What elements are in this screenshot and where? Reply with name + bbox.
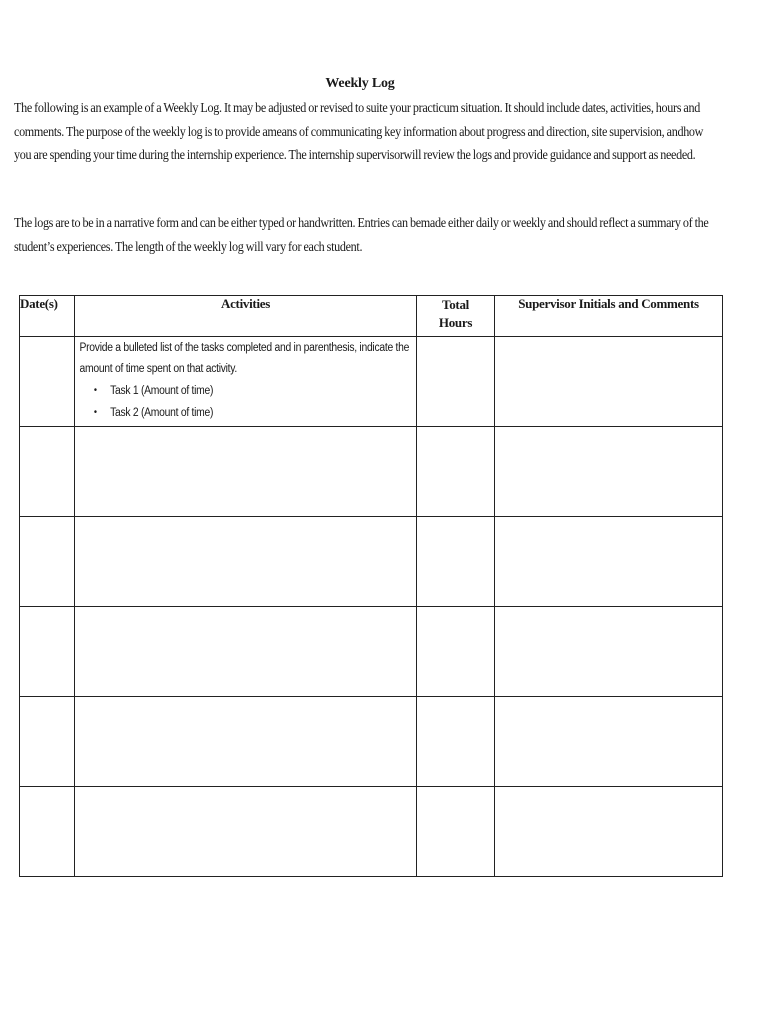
instructions-paragraph: The logs are to be in a narrative form and can be either typed or handwritten. Entries can bemade either daily or weekly and should reflect a summary of the student’s experiences. The length of the weekly log will vary for each student. (14, 215, 709, 254)
activities-cell[interactable] (75, 517, 417, 607)
hours-cell[interactable] (417, 337, 495, 427)
date-cell[interactable] (20, 607, 75, 697)
activities-cell[interactable] (75, 697, 417, 787)
page-title: Weekly Log (325, 76, 395, 91)
header-activities: Activities (75, 296, 417, 337)
header-hours-line2: Hours (438, 315, 473, 330)
activities-cell[interactable] (75, 337, 417, 427)
table-header-row (20, 296, 723, 337)
bullet-icon: • (93, 385, 97, 396)
example-instruction: Provide a bulleted list of the tasks completed and in parenthesis, indicate the amount of time spent on that activity. (79, 342, 410, 375)
comments-cell[interactable] (495, 697, 723, 787)
example-bullet-list (80, 380, 413, 424)
intro-paragraph: The following is an example of a Weekly Log. It may be adjusted or revised to suite your practicum situation. It should include dates, activities, hours and comments. The purpose of the weekly log is to provide ameans of communicating key information about progress and direction, site supervision, andhow you are spending your time during the internship experience. The internship supervisorwill review the logs and provide guidance and support as needed. (14, 100, 704, 162)
header-supervisor-comments: Supervisor Initials and Comments (495, 296, 723, 337)
activities-cell[interactable] (75, 607, 417, 697)
comments-cell[interactable] (495, 337, 723, 427)
date-cell[interactable] (20, 337, 75, 427)
date-cell[interactable] (20, 427, 75, 517)
header-hours-line1: Total (442, 297, 469, 312)
table-row (20, 697, 723, 787)
date-cell[interactable] (20, 697, 75, 787)
hours-cell[interactable] (417, 517, 495, 607)
bullet-icon: • (93, 407, 97, 418)
date-cell[interactable] (20, 517, 75, 607)
list-item (93, 402, 412, 424)
bullet-text: Task 2 (Amount of time) (110, 407, 214, 419)
date-cell[interactable] (20, 787, 75, 877)
header-total-hours (417, 296, 495, 337)
bullet-text: Task 1 (Amount of time) (110, 385, 214, 397)
header-dates: Date(s) (20, 296, 75, 337)
table-row (20, 607, 723, 697)
comments-cell[interactable] (495, 427, 723, 517)
hours-cell[interactable] (417, 787, 495, 877)
activities-cell[interactable] (75, 787, 417, 877)
weekly-log-table (19, 295, 723, 877)
hours-cell[interactable] (417, 607, 495, 697)
table-row (20, 427, 723, 517)
activities-cell[interactable] (75, 427, 417, 517)
comments-cell[interactable] (495, 787, 723, 877)
table-row (20, 517, 723, 607)
table-row (20, 337, 723, 427)
hours-cell[interactable] (417, 427, 495, 517)
list-item (93, 380, 412, 402)
hours-cell[interactable] (417, 697, 495, 787)
comments-cell[interactable] (495, 517, 723, 607)
table-row (20, 787, 723, 877)
comments-cell[interactable] (495, 607, 723, 697)
